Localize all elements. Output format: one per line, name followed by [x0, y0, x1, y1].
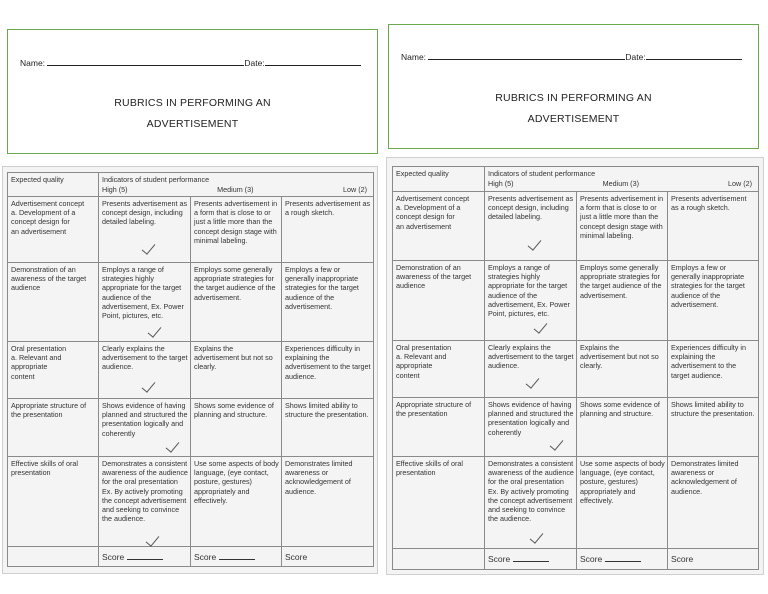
- left-quality-2: Demonstration of an awareness of the target audience: [8, 263, 99, 342]
- left-score-label-medium: Score: [194, 551, 217, 562]
- right-medium-2: Employs some generally appropriate strategies for the target audience of the advertisement.: [577, 261, 668, 341]
- right-quality-2: Demonstration of an awareness of the target audience: [393, 261, 485, 341]
- right-low-4: Shows limited ability to structure the presentation.: [668, 398, 759, 457]
- right-date-field[interactable]: [646, 50, 742, 60]
- right-high-5: Demonstrates a consistent awareness of the audience for the oral presentation Ex. By actively promoting the concept advertisement and seeking to convince the audience.: [485, 457, 577, 549]
- left-high-4: Shows evidence of having planned and structured the presentation logically and coherently: [99, 399, 191, 457]
- left-indicators-header: [99, 173, 374, 197]
- right-high-1: Presents advertisement as concept design, including detailed labeling.: [485, 192, 577, 261]
- left-score-low[interactable]: [282, 547, 374, 567]
- left-high-5: Demonstrates a consistent awareness of the audience for the oral presentation Ex. By actively promoting the concept advertisement and seeking to convince the audience.: [99, 457, 191, 547]
- left-title-line2: ADVERTISEMENT: [146, 118, 239, 130]
- left-low-5: Demonstrates limited awareness or acknowledgement of audience.: [282, 457, 374, 547]
- right-medium-4: Shows some evidence of planning and structure.: [577, 398, 668, 457]
- table-row: [8, 197, 374, 263]
- left-date-field[interactable]: [265, 56, 361, 66]
- right-name-date-line: [401, 50, 750, 62]
- left-level-medium: Medium (3): [217, 185, 254, 195]
- left-quality-1: Advertisement concept a. Development of a concept design for an advertisement: [8, 197, 99, 263]
- left-score-blank: [8, 547, 99, 567]
- left-rubric-table: [7, 172, 374, 567]
- left-medium-2: Employs some generally appropriate strategies for the target audience of the advertisement.: [191, 263, 282, 342]
- right-medium-5: Use some aspects of body language, (eye contact, posture, gestures) appropriately and effectively.: [577, 457, 668, 549]
- left-low-3: Experiences difficulty in explaining the advertisement to the target audience.: [282, 342, 374, 399]
- right-medium-3: Explains the advertisement but not so clearly.: [577, 341, 668, 398]
- right-score-label-low: Score: [671, 554, 694, 565]
- right-indicators-header: [485, 167, 759, 192]
- left-high-2: Employs a range of strategies highly appropriate for the target audience of the advertisement, Ex. Power Point, pictures, etc.: [99, 263, 191, 342]
- right-score-label-high: Score: [488, 554, 511, 565]
- left-low-2: Employs a few or generally inappropriate strategies for the target audience of the advertisement.: [282, 263, 374, 342]
- left-level-high: High (5): [102, 185, 128, 195]
- left-quality-5: Effective skills of oral presentation: [8, 457, 99, 547]
- table-row: [393, 261, 759, 341]
- right-score-label-medium: Score: [580, 554, 603, 565]
- left-quality-3: Oral presentation a. Relevant and appropriate content: [8, 342, 99, 399]
- table-row: [8, 457, 374, 547]
- left-medium-5: Use some aspects of body language, (eye contact, posture, gestures) appropriately and effectively.: [191, 457, 282, 547]
- left-medium-1: Presents advertisement in a form that is close to or just a little more than the concept design stage with minimal labeling.: [191, 197, 282, 263]
- left-score-label-high: Score: [102, 551, 125, 562]
- left-title-line1: RUBRICS IN PERFORMING AN: [114, 97, 271, 109]
- left-score-high[interactable]: [99, 547, 191, 567]
- right-score-medium[interactable]: [577, 549, 668, 570]
- left-medium-4: Shows some evidence of planning and structure.: [191, 399, 282, 457]
- right-quality-3: Oral presentation a. Relevant and appropriate content: [393, 341, 485, 398]
- left-name-label: Name:: [20, 58, 46, 68]
- left-score-row: [8, 547, 374, 567]
- left-date-label: Date:: [244, 58, 265, 68]
- left-level-low: Low (2): [343, 185, 367, 195]
- right-name-label: Name:: [401, 52, 427, 62]
- left-score-line-medium[interactable]: [219, 552, 255, 560]
- right-header-box: [388, 24, 759, 149]
- left-low-4: Shows limited ability to structure the presentation.: [282, 399, 374, 457]
- left-indicators-title: Indicators of student performance: [102, 175, 210, 184]
- right-score-blank: [393, 549, 485, 570]
- left-col-quality-header: Expected quality: [8, 173, 99, 197]
- right-low-1: Presents advertisement as a rough sketch.: [668, 192, 759, 261]
- table-row: [393, 192, 759, 261]
- right-low-2: Employs a few or generally inappropriate strategies for the target audience of the advertisement.: [668, 261, 759, 341]
- right-score-low[interactable]: [668, 549, 759, 570]
- right-medium-1: Presents advertisement in a form that is close to or just a little more than the concept design stage with minimal labeling.: [577, 192, 668, 261]
- left-score-line-high[interactable]: [127, 552, 163, 560]
- left-score-medium[interactable]: [191, 547, 282, 567]
- right-col-quality-header: Expected quality: [393, 167, 485, 192]
- table-row: [393, 457, 759, 549]
- right-level-low: Low (2): [728, 179, 752, 189]
- right-score-line-medium[interactable]: [605, 554, 641, 562]
- left-high-3: Clearly explains the advertisement to the target audience.: [99, 342, 191, 399]
- left-medium-3: Explains the advertisement but not so clearly.: [191, 342, 282, 399]
- left-header-box: [7, 29, 378, 154]
- table-row: [8, 263, 374, 342]
- right-level-medium: Medium (3): [602, 179, 639, 189]
- right-level-high: High (5): [488, 179, 514, 189]
- right-quality-5: Effective skills of oral presentation: [393, 457, 485, 549]
- right-quality-4: Appropriate structure of the presentation: [393, 398, 485, 457]
- right-title-line1: RUBRICS IN PERFORMING AN: [495, 92, 652, 104]
- right-score-high[interactable]: [485, 549, 577, 570]
- right-title-line2: ADVERTISEMENT: [527, 113, 620, 125]
- left-low-1: Presents advertisement as a rough sketch.: [282, 197, 374, 263]
- table-row: [393, 341, 759, 398]
- right-low-3: Experiences difficulty in explaining the advertisement to the target audience.: [668, 341, 759, 398]
- right-date-label: Date:: [625, 52, 646, 62]
- right-high-4: Shows evidence of having planned and structured the presentation logically and coherently: [485, 398, 577, 457]
- right-score-row: [393, 549, 759, 570]
- right-indicators-title: Indicators of student performance: [488, 169, 596, 178]
- left-name-field[interactable]: [47, 56, 244, 66]
- table-row: [393, 398, 759, 457]
- left-score-label-low: Score: [285, 551, 308, 562]
- right-low-5: Demonstrates limited awareness or acknowledgement of audience.: [668, 457, 759, 549]
- table-row: [8, 399, 374, 457]
- right-rubric-table: [392, 166, 759, 570]
- right-quality-1: Advertisement concept a. Development of a concept design for an advertisement: [393, 192, 485, 261]
- table-row: [8, 342, 374, 399]
- right-high-2: Employs a range of strategies highly appropriate for the target audience of the advertisement, Ex. Power Point, pictures, etc.: [485, 261, 577, 341]
- right-high-3: Clearly explains the advertisement to the target audience.: [485, 341, 577, 398]
- left-name-date-line: [20, 56, 369, 68]
- left-high-1: Presents advertisement as concept design, including detailed labeling.: [99, 197, 191, 263]
- right-name-field[interactable]: [428, 50, 625, 60]
- left-quality-4: Appropriate structure of the presentation: [8, 399, 99, 457]
- right-score-line-high[interactable]: [513, 554, 549, 562]
